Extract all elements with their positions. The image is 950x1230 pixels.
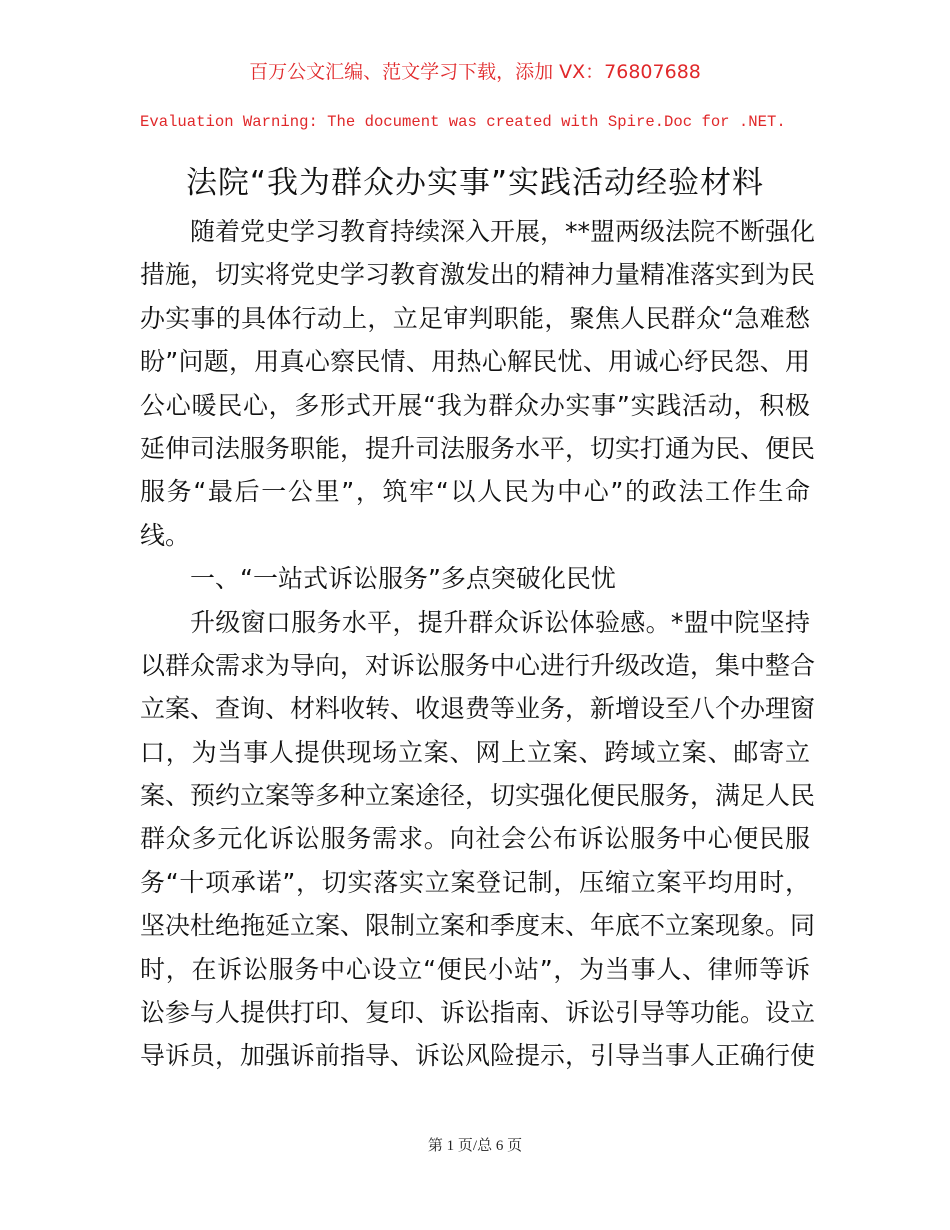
evaluation-warning: Evaluation Warning: The document was created with Spire.Doc for .NET. [140,113,786,131]
document-title: 法院“我为群众办实事”实践活动经验材料 [185,165,765,201]
text-line: 坚决杜绝拖延立案、限制立案和季度末、年底不立案现象。同 [140,911,816,941]
text-line: 务“十项承诺”，切实落实立案登记制，压缩立案平均用时， [140,867,810,897]
paragraph [140,601,816,1078]
text-line: 公心暖民心，多形式开展“我为群众办实事”实践活动，积极 [140,390,810,420]
text-line: 口，为当事人提供现场立案、网上立案、跨域立案、邮寄立 [140,737,810,767]
text-line: 一、“一站式诉讼服务”多点突破化民忧 [190,564,616,594]
promo-banner: 百万公文汇编、范文学习下载，添加 VX：76807688 [249,61,701,83]
text-line: 以群众需求为导向，对诉讼服务中心进行升级改造，集中整合 [140,650,816,680]
text-line: 导诉员，加强诉前指导、诉讼风险提示，引导当事人正确行使 [140,1041,816,1071]
text-line: 盼”问题，用真心察民情、用热心解民忧、用诚心纾民怨、用 [140,347,810,377]
paragraph [140,210,816,557]
text-line: 时，在诉讼服务中心设立“便民小站”，为当事人、律师等诉 [140,954,810,984]
text-line: 服务“最后一公里”，筑牢“以人民为中心”的政法工作生命 [140,477,810,507]
text-line: 随着党史学习教育持续深入开展，**盟两级法院不断强化 [190,217,816,246]
text-line: 措施，切实将党史学习教育激发出的精神力量精准落实到为民 [140,260,816,290]
text-line: 升级窗口服务水平，提升群众诉讼体验感。*盟中院坚持 [190,607,810,637]
text-line: 讼参与人提供打印、复印、诉讼指南、诉讼引导等功能。设立 [140,998,816,1028]
text-line: 延伸司法服务职能，提升司法服务水平，切实打通为民、便民 [140,433,816,463]
text-line: 群众多元化诉讼服务需求。向社会公布诉讼服务中心便民服 [140,824,810,854]
document-body [140,210,816,1078]
text-line: 立案、查询、材料收转、收退费等业务，新增设至八个办理窗 [140,694,816,724]
text-line: 案、预约立案等多种立案途径，切实强化便民服务，满足人民 [140,781,816,811]
text-line: 办实事的具体行动上，立足审判职能，聚焦人民群众“急难愁 [140,303,810,333]
text-line: 线。 [140,520,191,550]
page-footer: 第 1 页/总 6 页 [427,1138,523,1154]
paragraph [140,557,810,600]
